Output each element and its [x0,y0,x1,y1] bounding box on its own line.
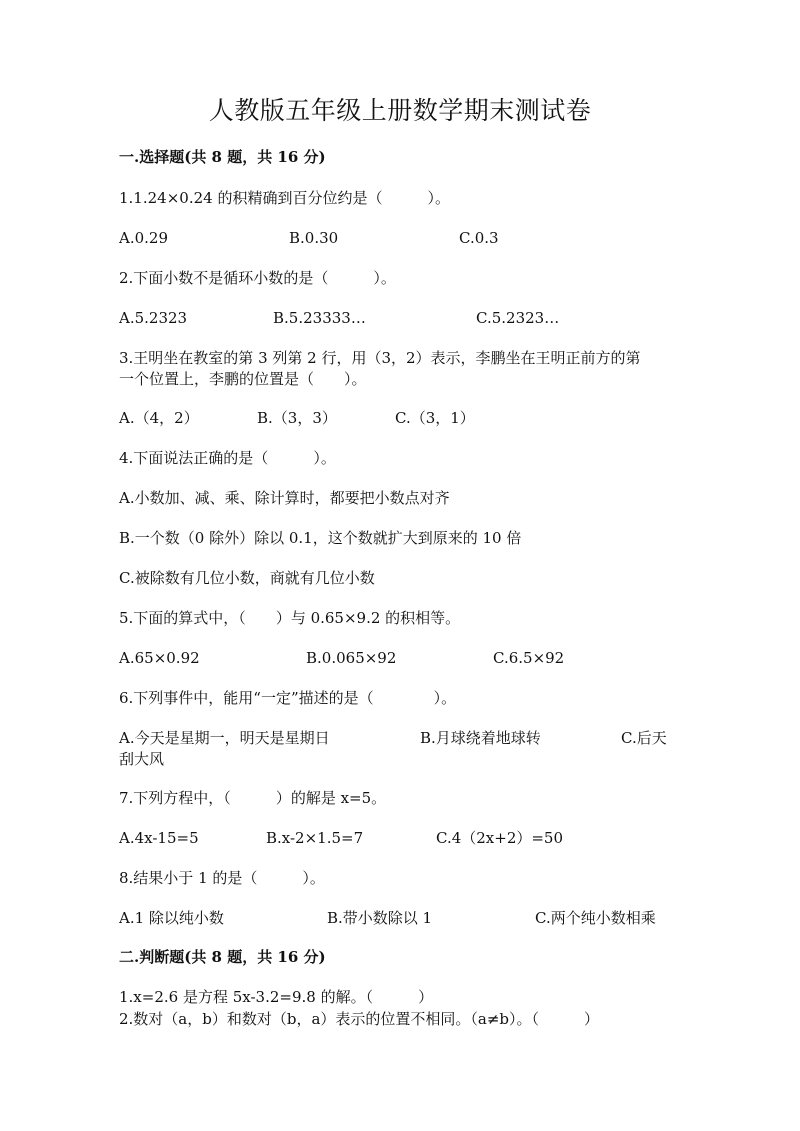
judgement-2: 2.数对（a，b）和数对（b，a）表示的位置不相同。（a≠b）。（ ） [119,1010,600,1028]
question-1-stem: 1.1.24×0.24 的积精确到百分位约是（ ）。 [119,189,450,207]
question-8-stem: 8.结果小于 1 的是（ ）。 [119,869,325,887]
question-3-option-c: C.（3，1） [395,409,475,427]
question-6-option-c: C.后天 [621,729,667,747]
question-1-option-c: C.0.3 [459,229,499,247]
question-6-option-a: A.今天是星期一，明天是星期日 [119,729,330,747]
question-4-stem: 4.下面说法正确的是（ ）。 [119,449,336,467]
section-heading-choice: 一.选择题(共 8 题，共 16 分) [119,148,326,166]
question-3-stem-line-2: 一个位置上，李鹏的位置是（ ）。 [119,370,367,388]
question-7-option-b: B.x-2×1.5=7 [266,829,364,847]
question-2-option-b: B.5.23333… [273,309,366,327]
question-5-option-c: C.6.5×92 [493,649,565,667]
question-4-option-a: A.小数加、减、乘、除计算时，都要把小数点对齐 [119,489,450,507]
question-4-option-b: B.一个数（0 除外）除以 0.1，这个数就扩大到原来的 10 倍 [119,529,522,547]
question-2-stem: 2.下面小数不是循环小数的是（ ）。 [119,269,396,287]
question-2-option-c: C.5.2323… [476,309,560,327]
question-5-option-b: B.0.065×92 [306,649,397,667]
question-6-option-b: B.月球绕着地球转 [420,729,541,747]
question-6-option-c-continued: 刮大风 [119,750,165,768]
question-2-option-a: A.5.2323 [119,309,188,327]
question-8-option-b: B.带小数除以 1 [327,909,433,927]
question-1-option-a: A.0.29 [119,229,168,247]
question-6-stem: 6.下列事件中，能用“一定”描述的是（ ）。 [119,689,457,707]
question-7-option-a: A.4x-15=5 [119,829,199,847]
question-3-option-a: A.（4，2） [119,409,199,427]
question-3-stem-line-1: 3.王明坐在教室的第 3 列第 2 行，用（3，2）表示，李鹏坐在王明正前方的第 [119,349,641,367]
question-5-stem: 5.下面的算式中，（ ）与 0.65×9.2 的积相等。 [119,609,461,627]
question-8-option-a: A.1 除以纯小数 [119,909,224,927]
judgement-1: 1.x=2.6 是方程 5x-3.2=9.8 的解。（ ） [119,988,434,1006]
question-4-option-c: C.被除数有几位小数，商就有几位小数 [119,569,375,587]
question-5-option-a: A.65×0.92 [119,649,200,667]
question-7-stem: 7.下列方程中，（ ）的解是 x=5。 [119,789,387,807]
question-3-option-b: B.（3，3） [257,409,337,427]
question-7-option-c: C.4（2x+2）=50 [436,829,564,847]
section-heading-judgement: 二.判断题(共 8 题，共 16 分) [119,948,326,966]
page-title: 人教版五年级上册数学期末测试卷 [208,96,592,125]
question-8-option-c: C.两个纯小数相乘 [535,909,656,927]
question-1-option-b: B.0.30 [289,229,339,247]
